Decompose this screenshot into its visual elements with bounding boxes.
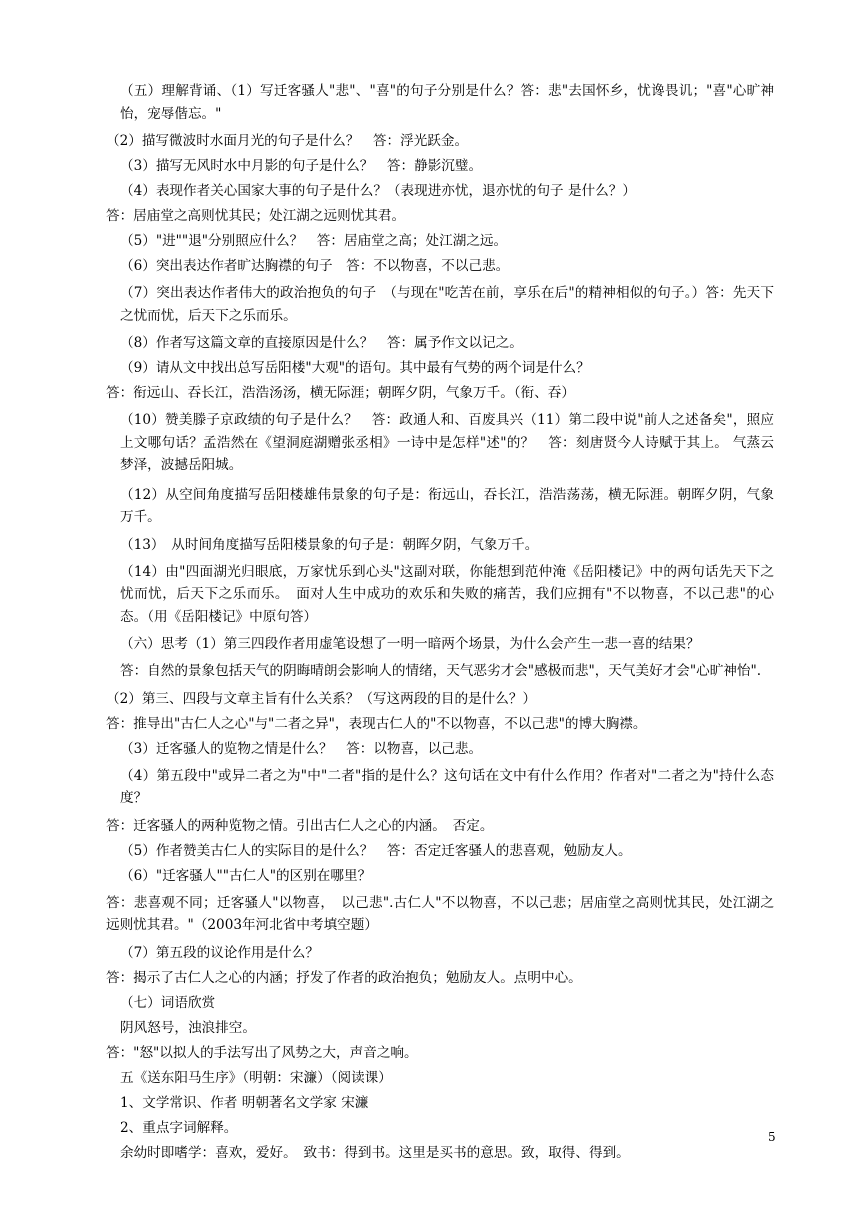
text-line: （五）理解背诵、（1）写迁客骚人"悲"、"喜"的句子分别是什么？答：悲"去国怀乡，忧谗畏讥；"喜"心旷神怡，宠辱偕忘。" (120, 83, 774, 122)
text-line: （6）突出表达作者旷达胸襟的句子 答：不以物喜，不以己悲。 (120, 258, 510, 274)
text-line: 2、重点字词解释。 (120, 1119, 238, 1136)
text-line: （14）由"四面湖光归眼底，万家忧乐到心头"这副对联，你能想到范仲淹《岳阳楼记》中的两句话先天下之忧而忧，后天下之乐而乐。 面对人生中成功的欢乐和失败的痛苦，我们应拥有"不以物喜，不以己悲"的心态。（用《岳阳楼记》中原句答） (120, 563, 774, 625)
text-line: （13） 从时间角度描写岳阳楼景象的句子是：朝晖夕阴，气象万千。 (120, 536, 539, 553)
text-line: （3）描写无风时水中月影的句子是什么？ 答：静影沉璧。 (120, 158, 483, 174)
text-line: （6）"迁客骚人""古仁人"的区别在哪里？ (120, 867, 372, 884)
text-line: （7）第五段的议论作用是什么？ (120, 944, 319, 961)
text-line: （2）第三、四段与文章主旨有什么关系？（写这两段的目的是什么？） (106, 690, 537, 707)
text-line: （12）从空间角度描写岳阳楼雄伟景象的句子是：衔远山，吞长江，浩浩荡荡，横无际涯。朝晖夕阴，气象万千。 (120, 486, 774, 525)
text-line: （4）表现作者关心国家大事的句子是什么？（表现进亦忧，退亦忧的句子 是什么？） (120, 183, 636, 199)
text-line: 答：揭示了古仁人之心的内涵；抒发了作者的政治抱负；勉励友人。点明中心。 (106, 969, 582, 986)
text-line: （3）迁客骚人的览物之情是什么？ 答：以物喜，以己悲。 (120, 740, 483, 757)
page-number: 5 (768, 1130, 776, 1144)
text-line: （5）"进""退"分别照应什么？ 答：居庙堂之高；处江湖之远。 (120, 233, 508, 249)
text-line: （9）请从文中找出总写岳阳楼"大观"的语句。其中最有气势的两个词是什么？ (120, 360, 590, 376)
text-line: 阴风怒号，浊浪排空。 (120, 1019, 256, 1036)
text-line: （7）突出表达作者伟大的政治抱负的句子 （与现在"吃苦在前，享乐在后"的精神相似的句子。）答：先天下之忧而忧，后天下之乐而乐。 (120, 285, 774, 324)
text-line: 1、文学常识、作者 明朝著名文学家 宋濂 (120, 1094, 369, 1111)
text-line: （4）第五段中"或异二者之为"中"二者"指的是什么？这句话在文中有什么作用？作者对"二者之为"持什么态度？ (120, 767, 774, 806)
text-line: （5）作者赞美古仁人的实际目的是什么？ 答：否定迁客骚人的悲喜观，勉励友人。 (120, 842, 632, 859)
text-line: （8）作者写这篇文章的直接原因是什么？ 答：属予作文以记之。 (120, 335, 523, 351)
text-line: （10）赞美滕子京政绩的句子是什么？ 答：政通人和、百废具兴（11）第二段中说"前人之述备矣"，照应上文哪句话？孟浩然在《望洞庭湖赠张丞相》一诗中是怎样"述"的？ 答：刻唐贤今人诗赋于其上。 气蒸云梦泽，波撼岳阳城。 (120, 412, 774, 473)
text-line: 五《送东阳马生序》（明朝：宋濂）（阅读课） (120, 1069, 392, 1086)
text-line: 答："怒"以拟人的手法写出了风势之大，声音之响。 (106, 1044, 418, 1061)
text-line: 答：自然的景象包括天气的阴晦晴朗会影响人的情绪，天气恶劣才会"感极而悲"，天气美好才会"心旷神怡". (120, 663, 762, 679)
text-line: 答：迁客骚人的两种览物之情。引出古仁人之心的内涵。 否定。 (106, 817, 494, 834)
text-line: （2）描写微波时水面月光的句子是什么？ 答：浮光跃金。 (106, 133, 469, 149)
text-line: （六）思考（1）第三四段作者用虚笔设想了一明一暗两个场景，为什么会产生一悲一喜的结果？ (120, 636, 700, 652)
text-line: （七）词语欣赏 (120, 994, 216, 1011)
text-line: 答：居庙堂之高则忧其民；处江湖之远则忧其君。 (106, 208, 406, 224)
text-line: 答：推导出"古仁人之心"与"二者之异"，表现古仁人的"不以物喜，不以己悲"的博大胸襟。 (106, 715, 647, 732)
text-line: 余幼时即嗜学：喜欢，爱好。 致书：得到书。这里是买书的意思。致，取得、得到。 (120, 1144, 630, 1161)
document-page (92, 80, 774, 1169)
text-line: 答：衔远山、吞长江，浩浩汤汤，横无际涯；朝晖夕阴，气象万千。（衔、吞） (106, 385, 575, 401)
text-line: 答：悲喜观不同；迁客骚人"以物喜， 以己悲".古仁人"不以物喜，不以己悲；居庙堂之高则忧其民，处江湖之远则忧其君。"（2003年河北省中考填空题） (106, 894, 774, 933)
